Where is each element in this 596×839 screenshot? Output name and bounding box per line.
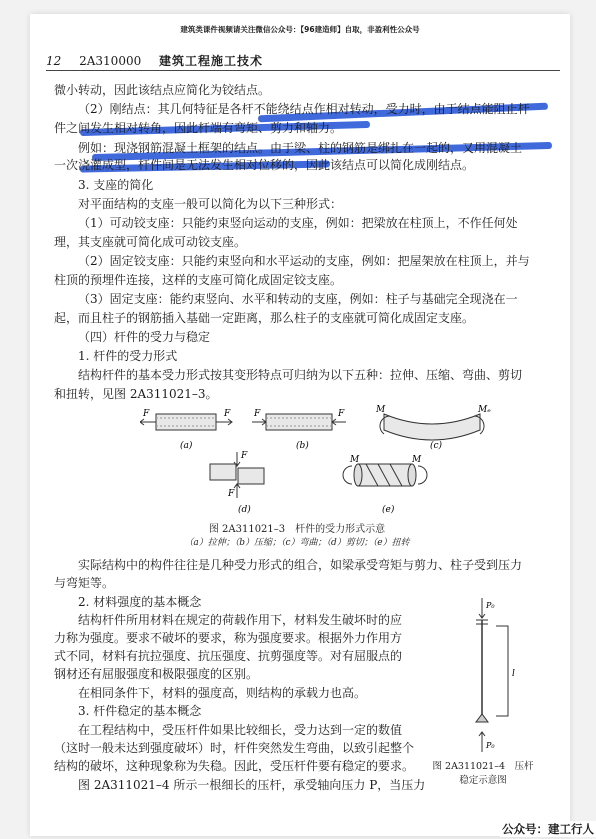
text-line: 3. 杆件稳定的基本概念: [78, 704, 202, 718]
torsion-diagram: [343, 464, 427, 486]
label-d: (d): [238, 505, 251, 515]
figure4-caption-line: 稳定示意图: [459, 775, 507, 786]
text-line: 3. 支座的简化: [78, 178, 154, 192]
text-line: 与弯矩等。: [54, 576, 115, 590]
text-line: 式不同，材料有抗拉强度、抗压强度、抗剪强度等。对有屈服点的: [54, 649, 403, 663]
label-e: (e): [382, 505, 395, 515]
label-M: M: [376, 405, 386, 415]
text-line: （1）可动铰支座：只能约束竖向运动的支座，例如：把梁放在柱顶上，不作任何处: [78, 216, 518, 230]
text-line: （四）杆件的受力与稳定: [78, 330, 211, 344]
text-line: 柱顶的预埋件连接，这样的支座可简化成固定铰支座。: [54, 273, 343, 287]
tension-diagram: [140, 414, 232, 430]
text-line: 结构杆件的基本受力形式按其变形特点可归纳为以下五种：拉伸、压缩、弯曲、剪切: [78, 368, 523, 382]
label-P-top: P₀: [486, 601, 495, 610]
bending-diagram: [380, 414, 484, 440]
label-Me: Mₑ: [478, 405, 491, 415]
label-l: l: [512, 669, 515, 679]
hinge-support: [476, 714, 488, 722]
compression-diagram: [252, 414, 346, 430]
text-line: 1. 杆件的受力形式: [78, 349, 178, 363]
figure4-caption-line: 图 2A311021–4 压杆: [432, 761, 534, 772]
text-line: （这时一般未达到强度破坏）时，杆件突然发生弯曲，以致引起整个: [54, 741, 415, 755]
running-header: [46, 52, 263, 69]
label-M: M: [350, 455, 360, 465]
column-stability-figure: [462, 596, 532, 756]
figure3-caption: 图 2A311021–3 杆件的受力形式示意: [208, 524, 386, 535]
text-line: 在工程结构中，受压杆件如果比较细长，受力达到一定的数值: [78, 723, 403, 737]
figure3-subcaption: （a）拉伸；（b）压缩；（c）弯曲；（d）剪切；（e）扭转: [184, 538, 410, 548]
text-line: 实际结构中的构件往往是几种受力形式的组合，如梁承受弯矩与剪力、柱子受到压力: [78, 558, 523, 572]
text-line: 力称为强度。要求不破坏的要求，称为强度要求。根据外力作用方: [54, 631, 403, 645]
text-line: 和扭转，见图 2A311021–3。: [54, 387, 218, 401]
label-M: M: [412, 455, 422, 465]
text-line: 2. 材料强度的基本概念: [78, 595, 202, 609]
label-F: F: [224, 409, 231, 419]
shear-diagram: [210, 452, 264, 498]
label-F: F: [241, 451, 248, 461]
text-line: （2）刚结点：其几何特征是各杆不能绕结点作相对转动，受力时，由于结点能阻止杆: [78, 102, 530, 116]
text-line: 对平面结构的支座一般可以简化为以下三种形式：: [78, 197, 343, 211]
label-c: (c): [430, 441, 443, 451]
text-line: （2）固定铰支座：只能约束竖向和水平运动的支座，例如：把屋架放在柱顶上，并与: [78, 254, 530, 268]
label-b: (b): [296, 441, 309, 451]
text-line: 图 2A311021–4 所示一根细长的压杆，承受轴向压力 P，当压力: [78, 778, 426, 792]
watermark: 公众号：建工行人: [502, 822, 594, 836]
label-F: F: [228, 489, 235, 499]
label-P-bottom: P₀: [486, 741, 495, 750]
text-line: 理，其支座就可简化成可动铰支座。: [54, 235, 247, 249]
page-number: 12: [46, 54, 62, 68]
text-line: 结构杆件所用材料在规定的荷载作用下，材料发生破坏时的应: [78, 613, 403, 627]
label-F: F: [143, 409, 150, 419]
text-line: （3）固定支座：能约束竖向、水平和转动的支座，例如：柱子与基础完全现浇在一: [78, 292, 518, 306]
top-note: 建筑类课件视频请关注微信公众号：【96建造师】自取，非盈利性公众号: [180, 25, 420, 34]
label-a: (a): [180, 441, 193, 451]
chapter-code: 2A310000: [79, 54, 142, 68]
figure4-caption: [428, 760, 538, 788]
text-line: 例如：现浇钢筋混凝土框架的结点。由于梁、柱的钢筋是绑扎在一起的，又用混凝土: [78, 141, 523, 155]
length-dimension: [496, 626, 508, 716]
label-F: F: [338, 409, 345, 419]
text-line: 钢材还有屈服强度和极限强度的区别。: [54, 667, 259, 681]
book-title: 建筑工程施工技术: [159, 54, 264, 68]
text-line: 微小转动，因此该结点应简化为铰结点。: [54, 83, 271, 97]
label-F: F: [254, 409, 261, 419]
header-rule: [46, 70, 560, 71]
text-line: 结构的破坏，这种现象称为失稳。因此，受压杆件要有稳定的要求。: [54, 759, 415, 773]
force-forms-figure: [140, 400, 510, 518]
text-line: 件之间发生相对转角，因此杆端有弯矩、剪力和轴力。: [54, 121, 343, 135]
text-line: 在相同条件下，材料的强度高，则结构的承载力也高。: [78, 686, 367, 700]
text-line: 一次浇灌成型，杆件间是无法发生相对位移的，因此该结点可以简化成刚结点。: [54, 158, 475, 172]
text-line: 起，而且柱子的钢筋插入基础一定距离，那么柱子的支座就可简化成固定支座。: [54, 311, 475, 325]
